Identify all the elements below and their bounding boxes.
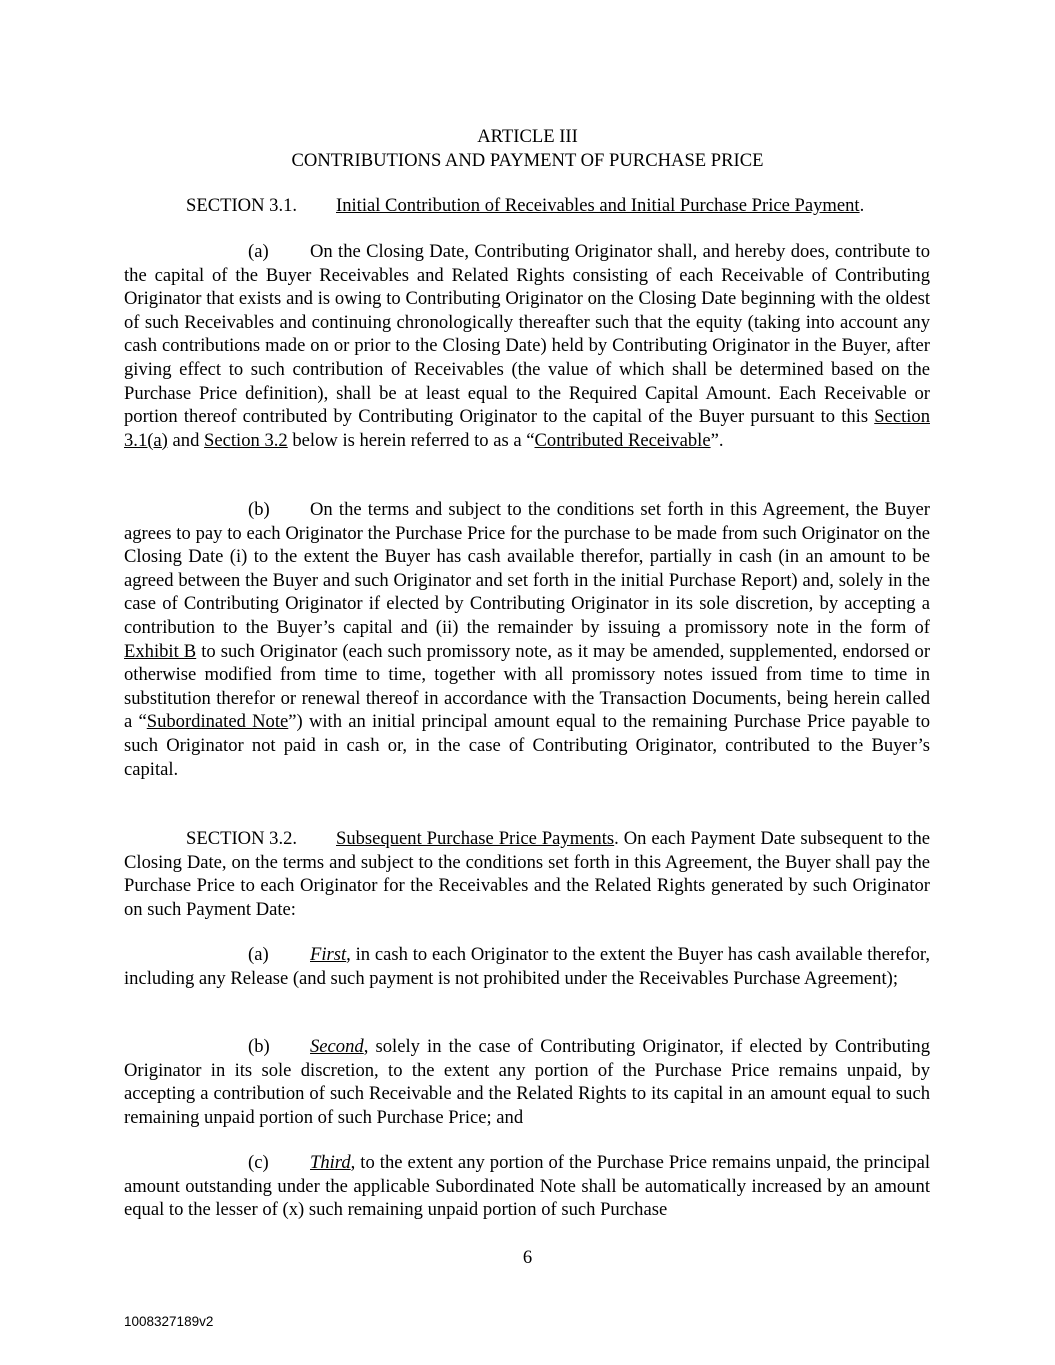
clause-label: (c) xyxy=(248,1152,269,1173)
defined-term: Subordinated Note xyxy=(146,711,289,733)
clause-label: (b) xyxy=(248,499,270,520)
clause-label: (a) xyxy=(248,944,269,965)
paragraph-3-2-a: (a) First, in cash to each Originator to the extent the Buyer has cash available therefor, including any Release (and such payment is not prohibited under the Receivables Purchase Agreement); xyxy=(124,944,930,989)
paragraph-3-1-a: (a) On the Closing Date, Contributing Originator shall, and hereby does, contribute to the capital of the Buyer Receivables and Related Rights consisting of each Receivable of Contributing Originator that exists and is owing to Contributing Originator on the Closing Date beginning with the oldest of such Receivables and continuing chronologically thereafter such that the equity (taking into account any cash contributions made on or prior to the Closing Date) held by Contributing Originator in the Buyer, after giving effect to such contribution of Receivables (the value of which shall be determined based on the Purchase Price definition), shall be at least equal to the Required Capital Amount. Each Receivable or portion thereof contributed by Contributing Originator to the capital of the Buyer pursuant to this Section 3.1(a) and Section 3.2 below is herein referred to as a “Contributed Receivable”. xyxy=(124,241,930,451)
cross-reference: Section 3.2 xyxy=(204,429,288,451)
paragraph-3-1-b: (b) On the terms and subject to the conditions set forth in this Agreement, the Buyer agrees to pay to each Originator the Purchase Price for the purchase to be made from such Originator on the Closing Date (i) to the extent the Buyer has cash available therefor, partially in cash (in an amount to be agreed between the Buyer and such Originator and set forth in the initial Purchase Report) and, solely in the case of Contributing Originator if elected by Contributing Originator in its sole discretion, by accepting a contribution to the Buyer’s capital and (ii) the remainder by issuing a promissory note in the form of Exhibit B to such Originator (each such promissory note, as it may be amended, supplemented, endorsed or otherwise modified from time to time, together with all promissory notes issued from time to time in substitution therefor or renewal thereof in accordance with the Transaction Documents, being herein called a “Subordinated Note”) with an initial principal amount equal to the remaining Purchase Price payable to such Originator not paid in cash or, in the case of Contributing Originator, contributed to the Buyer’s capital. xyxy=(124,499,931,780)
ordinal-term: Third xyxy=(310,1152,351,1173)
ordinal-term: Second xyxy=(310,1036,364,1057)
defined-term: Contributed Receivable xyxy=(534,429,711,451)
section-3-2-paragraph: SECTION 3.2. Subsequent Purchase Price Payments. On each Payment Date subsequent to the Closing Date, on the terms and subject to the conditions set forth in this Agreement, the Buyer shall pay the Purchase Price to each Originator for the Receivables and the Related Rights generated by such Originator on such Payment Date: xyxy=(124,828,930,920)
clause-label: (a) xyxy=(248,241,269,262)
section-title: Subsequent Purchase Price Payments xyxy=(336,828,615,849)
section-title: Initial Contribution of Receivables and Initial Purchase Price Payment xyxy=(336,195,860,216)
section-number: SECTION 3.1. xyxy=(186,195,298,216)
cross-reference: Exhibit B xyxy=(124,640,197,662)
document-id: 1008327189v2 xyxy=(124,1314,214,1329)
paragraph-3-2-b: (b) Second, solely in the case of Contributing Originator, if elected by Contributing Originator in its sole discretion, to the extent any portion of the Purchase Price remains unpaid, by accepting a contribution of such Receivable and the Related Rights to its capital in an amount equal to such remaining unpaid portion of such Purchase Price; and xyxy=(124,1036,930,1128)
cross-reference: Section 3.1(a) xyxy=(124,406,930,451)
ordinal-term: First xyxy=(310,944,347,965)
section-number: SECTION 3.2. xyxy=(186,828,298,849)
section-3-1-heading: SECTION 3.1. Initial Contribution of Receivables and Initial Purchase Price Payment. xyxy=(186,195,865,216)
page-number: 6 xyxy=(522,1247,533,1268)
paragraph-3-2-c: (c) Third, to the extent any portion of the Purchase Price remains unpaid, the principal amount outstanding under the applicable Subordinated Note shall be automatically increased by an amount equal to the lesser of (x) such remaining unpaid portion of such Purchase xyxy=(124,1152,930,1221)
article-title: CONTRIBUTIONS AND PAYMENT OF PURCHASE PRICE xyxy=(291,150,764,171)
article-number: ARTICLE III xyxy=(477,126,578,147)
clause-label: (b) xyxy=(248,1036,270,1057)
